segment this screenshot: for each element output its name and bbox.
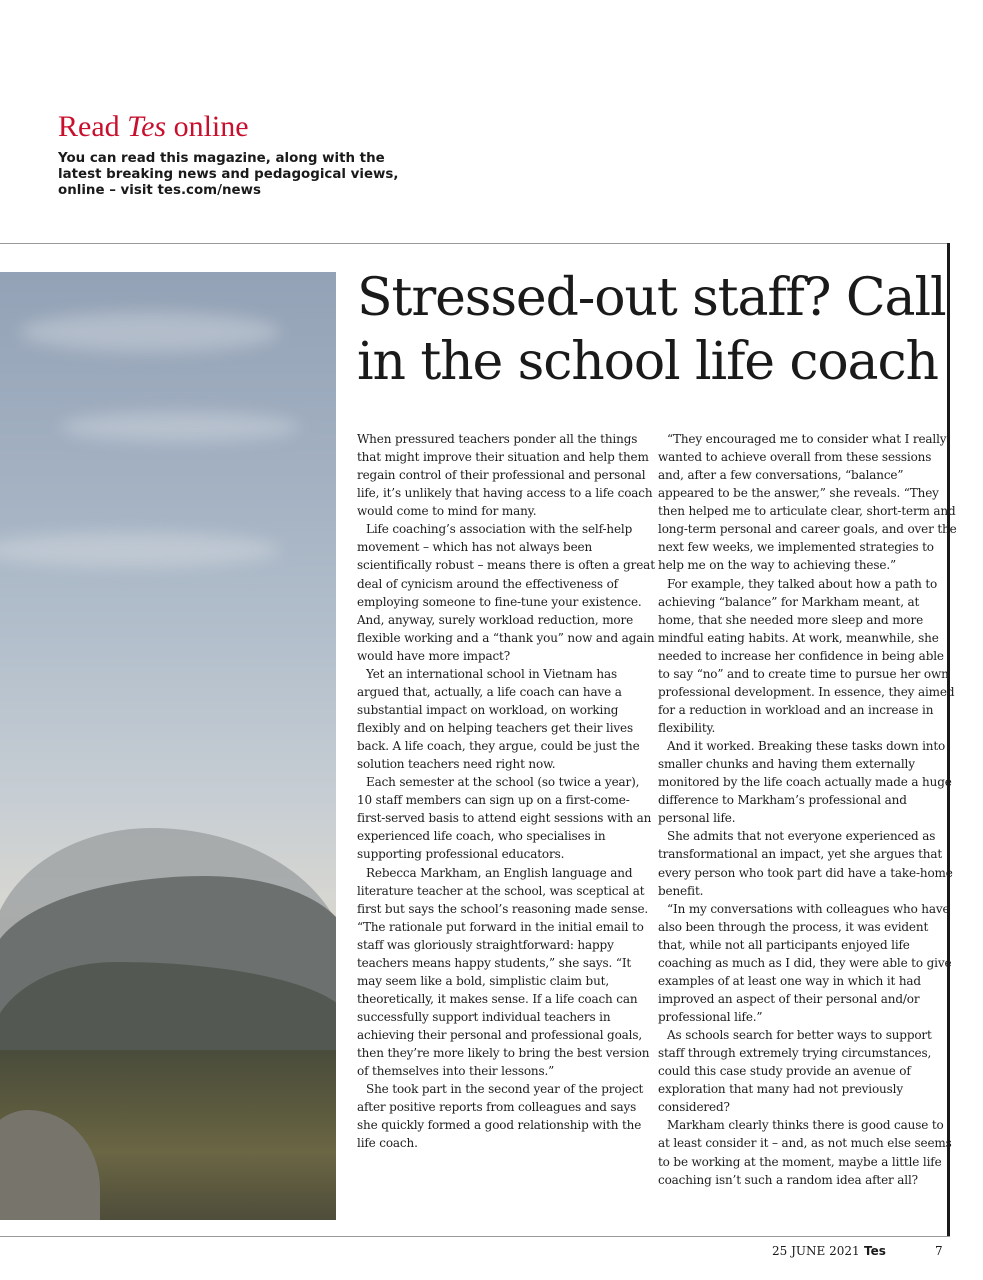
article-paragraph: For example, they talked about how a path to achieving “balance” for Markham meant, at home, that she needed more sleep and more mindful eating habits. At work, meanwhile, she needed to increase her confidence in being able to say “no” and to create time to pursue her own professional development. In essence, they aimed for a reduction in workload and an increase in flexibility. (658, 576, 955, 735)
article-paragraph: “In my conversations with colleagues who have also been through the process, it was evident that, while not all participants enjoyed life coaching as much as I did, they were able to give examples of at least one way in which it had improved an aspect of their personal and/or professional life.” (658, 901, 952, 1024)
promo-heading-prefix: Read (58, 110, 120, 143)
promo-heading-brand: Tes (127, 110, 167, 143)
bottom-divider (0, 1236, 950, 1237)
top-divider (0, 243, 950, 244)
article-paragraph: Each semester at the school (so twice a year), 10 staff members can sign up on a first-come-first-served basis to attend eight sessions with an experienced life coach, who specialises in supporting professional educators. (357, 775, 652, 862)
article-paragraph: She took part in the second year of the project after positive reports from colleagues and says she quickly formed a good relationship with the life coach. (357, 1082, 644, 1151)
article-paragraph: As schools search for better ways to support staff through extremely trying circumstances, could this case study provide an avenue of exploration that many had not previously considered? (658, 1028, 932, 1115)
article-paragraph: Life coaching’s association with the self-help movement – which has not always been scientifically robust – means there is often a great deal of cynicism around the effectiveness of employing someone to fine-tune your existence. And, anyway, surely workload reduction, more flexible working and a “thank you” now and again would have more impact? (357, 522, 655, 663)
photo-cloud (60, 412, 300, 442)
article-column-2 (658, 430, 958, 1189)
photo-cloud (0, 532, 280, 568)
footer-brand: Tes (864, 1244, 886, 1258)
article-paragraph: Rebecca Markham, an English language and literature teacher at the school, was sceptical at first but says the school’s reasoning made sense. “The rationale put forward in the initial email to staff was gloriously straightforward: happy teachers means happy students,” she says. “It may seem like a bold, simplistic claim but, theoretically, it makes sense. If a life coach can successfully support individual teachers in achieving their personal and professional goals, then they’re more likely to bring the best version of themselves into their lessons.” (357, 865, 650, 1079)
article-paragraph: She admits that not everyone experienced as transformational an impact, yet she argues that every person who took part did have a take-home benefit. (658, 829, 953, 898)
promo-heading (58, 110, 249, 144)
promo-text: You can read this magazine, along with the latest breaking news and pedagogical views, online – visit tes.com/news (58, 151, 399, 198)
issue-date: 25 JUNE 2021 (772, 1244, 860, 1258)
landscape-photo (0, 272, 336, 1220)
article-headline: Stressed-out staff? Call in the school life coach (357, 268, 946, 392)
article-paragraph: And it worked. Breaking these tasks down into smaller chunks and having them externally monitored by the life coach actually made a huge difference to Markham’s professional and personal life. (658, 739, 952, 826)
article-column-1 (357, 430, 657, 1153)
photo-cloud (20, 312, 280, 352)
page-number: 7 (935, 1244, 943, 1258)
article-paragraph: Markham clearly thinks there is good cause to at least consider it – and, as not much else seems to be working at the moment, maybe a little life coaching isn’t such a random idea after all? (658, 1118, 952, 1187)
promo-heading-suffix: online (173, 110, 249, 143)
article-paragraph: “They encouraged me to consider what I really wanted to achieve overall from these sessions and, after a few conversations, “balance” appeared to be the answer,” she reveals. “They then helped me to articulate clear, short-term and long-term personal and career goals, and over the next few weeks, we implemented strategies to help me on the way to achieving these.” (658, 432, 957, 573)
article-paragraph: When pressured teachers ponder all the things that might improve their situation and help them regain control of their professional and personal life, it’s unlikely that having access to a life coach would come to mind for many. (357, 432, 653, 519)
article-paragraph: Yet an international school in Vietnam has argued that, actually, a life coach can have a substantial impact on workload, on working flexibly and on helping teachers get their lives back. A life coach, they argue, could be just the solution teachers need right now. (357, 666, 640, 772)
